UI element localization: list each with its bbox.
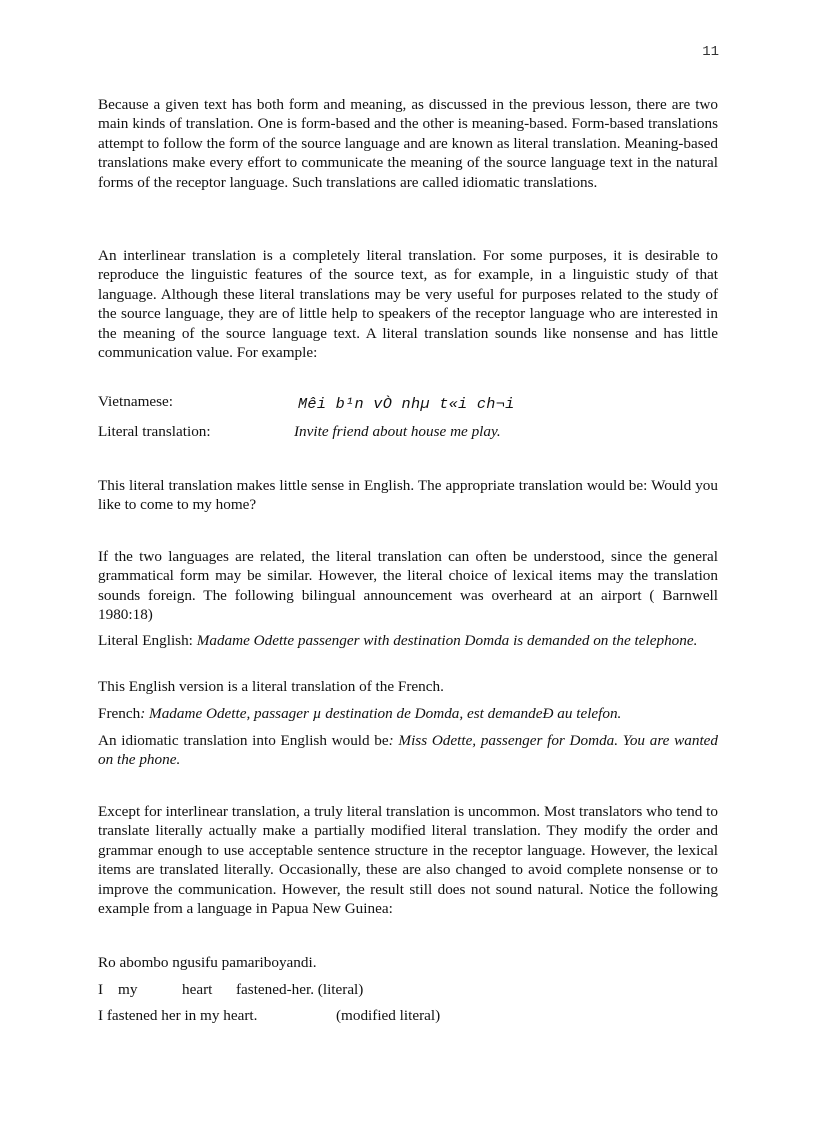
french-label: French <box>98 705 141 722</box>
paragraph-related-languages: If the two languages are related, the literal translation can often be understood, since the general grammatical form may be similar. However, the literal choice of lexical items may the translation sounds foreign. The following bilingual announcement was overheard at an airport ( Barnwell 1980:18) <box>98 548 718 624</box>
vietnamese-text: Mêi b¹n vÒ nhµ t«i ch¬i <box>298 395 515 413</box>
gloss-word-2: my <box>118 981 138 998</box>
paragraph-interlinear: An interlinear translation is a completely literal translation. For some purposes, it is desirable to reproduce the linguistic features of the source text, as for example, in a linguistic study of that language. Although these literal translations may be very useful for purposes related to the study of the source language, they are of little help to speakers of the receptor language who are interested in the meaning of the source language text. A literal translation sounds like nonsense and has little communication value. For example: <box>98 247 718 362</box>
paragraph-modified-literal: Except for interlinear translation, a truly literal translation is uncommon. Most translators who tend to translate literally actually make a partially modified literal translation. They modify the order and grammar enough to use acceptable sentence structure in the receptor language. However, the lexical items are translated literally. Occasionally, these are also changed to avoid complete nonsense or to improve the communication. However, the result still does not sound natural. Notice the following example from a language in Papua New Guinea: <box>98 803 718 918</box>
literal-translation-text: Invite friend about house me play. <box>294 423 501 440</box>
gloss-word-3: heart <box>182 981 213 998</box>
idiomatic-line <box>98 731 718 770</box>
literal-translation-label: Literal translation: <box>98 423 211 440</box>
example-source-line: Ro abombo ngusifu pamariboyandi. <box>98 954 317 971</box>
french-text: : Madame Odette, passager µ destination de Domda, est demandeÐ au telefon. <box>140 705 622 722</box>
modified-literal-note: (modified literal) <box>336 1007 441 1024</box>
idiomatic-text: : Miss Odette, passenger for Domda. You are wanted on the phone. <box>98 732 718 769</box>
english-version-line: This English version is a literal translation of the French. <box>98 678 444 695</box>
gloss-word-1: I <box>98 981 104 998</box>
idiomatic-label: An idiomatic translation into English would be <box>98 732 389 749</box>
page-number: 11 <box>702 44 719 60</box>
paragraph-form-meaning: Because a given text has both form and meaning, as discussed in the previous lesson, there are two main kinds of translation. One is form-based and the other is meaning-based. Form-based translations attempt to follow the form of the source language and are known as literal translation. Meaning-based translations make every effort to communicate the meaning of the source language text in the natural forms of the receptor language. Such translations are called idiomatic translations. <box>98 96 718 191</box>
literal-english-text: Madame Odette passenger with destination Domda is demanded on the telephone. <box>196 632 698 649</box>
modified-literal-text: I fastened her in my heart. <box>98 1007 258 1024</box>
vietnamese-label: Vietnamese: <box>98 393 173 410</box>
gloss-word-4: fastened-her. (literal) <box>236 981 364 998</box>
literal-english-label: Literal English: <box>98 632 197 649</box>
french-line <box>98 704 621 723</box>
literal-english-line <box>98 631 718 650</box>
paragraph-literal-sense: This literal translation makes little sense in English. The appropriate translation would be: Would you like to come to my home? <box>98 477 718 514</box>
